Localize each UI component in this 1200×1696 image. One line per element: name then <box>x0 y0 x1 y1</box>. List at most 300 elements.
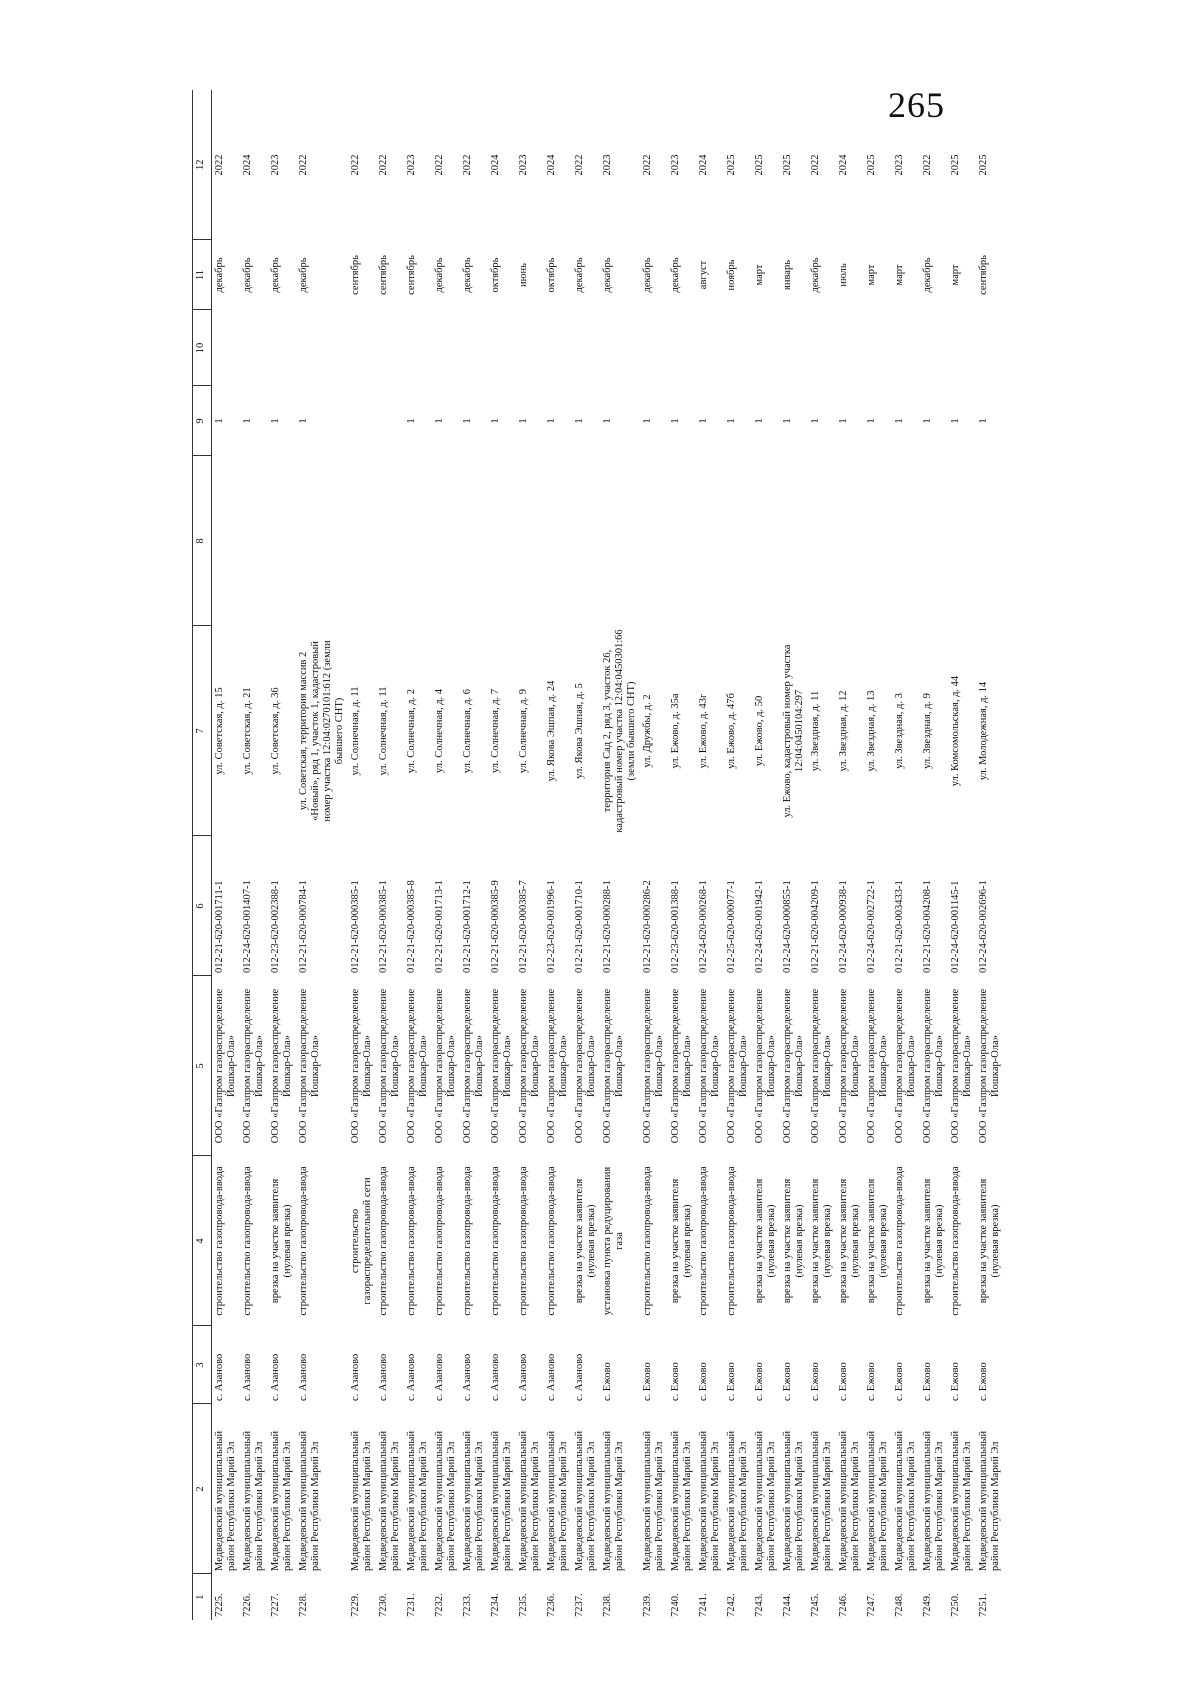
col8-cell <box>724 456 752 626</box>
request-id-cell: 012-24-620-001407-1 <box>242 880 253 973</box>
col10-cell <box>752 310 780 386</box>
district-cell: Медведевский муниципальный район Республики Марий Эл <box>378 1430 401 1571</box>
col10-cell <box>780 310 808 386</box>
owner-cell: ООО «Газпром газораспределение Йошкар-Ола» <box>406 988 429 1144</box>
year-cell: 2022 <box>642 154 653 176</box>
year-cell: 2022 <box>298 154 309 176</box>
year-cell: 2025 <box>726 154 737 176</box>
district-cell: Медведевский муниципальный район Республики Марий Эл <box>242 1430 265 1571</box>
district-cell: Медведевский муниципальный район Республики Марий Эл <box>214 1430 237 1571</box>
settlement-cell: с. Ежово <box>726 1362 737 1401</box>
settlement-cell: с. Ежово <box>894 1362 905 1401</box>
row-number: 7238. <box>602 1593 613 1617</box>
table-row <box>404 90 432 1620</box>
settlement-cell: с. Азаново <box>298 1353 309 1401</box>
owner-cell: ООО «Газпром газораспределение Йошкар-Ола» <box>270 988 293 1144</box>
request-id-cell: 012-23-620-001388-1 <box>670 880 681 973</box>
quantity-cell: 1 <box>866 418 877 424</box>
table-row <box>376 90 404 1620</box>
table-row <box>460 90 488 1620</box>
table-row <box>572 90 600 1620</box>
address-cell: ул. Звездная, д. 13 <box>866 690 877 772</box>
year-cell: 2024 <box>838 154 849 176</box>
table-row <box>432 90 460 1620</box>
settlement-cell: с. Азаново <box>462 1353 473 1401</box>
row-number: 7239. <box>642 1593 653 1617</box>
settlement-cell: с. Ежово <box>602 1362 613 1401</box>
owner-cell: ООО «Газпром газораспределение Йошкар-Ола» <box>838 988 861 1144</box>
quantity-cell: 1 <box>490 418 501 424</box>
col10-cell <box>696 310 724 386</box>
table-row <box>808 90 836 1620</box>
request-id-cell: 012-21-620-000784-1 <box>298 880 309 973</box>
gasification-table <box>192 90 1004 1620</box>
settlement-cell: с. Ежово <box>810 1362 821 1401</box>
owner-cell: ООО «Газпром газораспределение Йошкар-Ола» <box>922 988 945 1144</box>
year-cell: 2024 <box>242 154 253 176</box>
col10-cell <box>240 310 268 386</box>
work-type-cell: врезка на участке заявителя (нулевая врезка) <box>810 1178 833 1304</box>
table-row <box>516 90 544 1620</box>
month-cell: июнь <box>518 263 529 287</box>
year-cell: 2024 <box>490 154 501 176</box>
district-cell: Медведевский муниципальный район Республики Марий Эл <box>574 1430 597 1571</box>
work-type-cell: врезка на участке заявителя (нулевая врезка) <box>670 1178 693 1304</box>
year-cell: 2022 <box>378 154 389 176</box>
row-number: 7236. <box>546 1593 557 1617</box>
quantity-cell: 1 <box>462 418 473 424</box>
column-header: 1 <box>193 1574 212 1620</box>
year-cell: 2022 <box>434 154 445 176</box>
address-cell: ул. Советская, территория массив 2 «Новый», ряд 1, участок 1, кадастровый номер участка 12:04:0270101:612 (земли бывшего СНТ) <box>298 640 345 822</box>
district-cell: Медведевский муниципальный район Республики Марий Эл <box>406 1430 429 1571</box>
quantity-cell: 1 <box>642 418 653 424</box>
request-id-cell: 012-21-620-001711-1 <box>214 880 225 973</box>
settlement-cell: с. Ежово <box>922 1362 933 1401</box>
work-type-cell: установка пункта редуцирования газа <box>602 1166 625 1316</box>
work-type-cell: врезка на участке заявителя (нулевая врезка) <box>922 1178 945 1304</box>
row-number: 7231. <box>406 1593 417 1617</box>
owner-cell: ООО «Газпром газораспределение Йошкар-Ола» <box>810 988 833 1144</box>
address-cell: ул. Якова Эшпая, д. 5 <box>574 683 585 779</box>
work-type-cell: строительство газопровода-ввода <box>378 1166 389 1316</box>
row-number: 7249. <box>922 1593 933 1617</box>
row-number: 7241. <box>698 1593 709 1617</box>
address-cell: ул. Звездная, д. 12 <box>838 690 849 772</box>
col10-cell <box>488 310 516 386</box>
quantity-cell <box>348 386 376 456</box>
settlement-cell: с. Азаново <box>242 1353 253 1401</box>
col10-cell <box>864 310 892 386</box>
address-cell: ул. Солнечная, д. 9 <box>518 688 529 774</box>
row-number: 7228. <box>298 1593 309 1617</box>
settlement-cell: с. Ежово <box>670 1362 681 1401</box>
address-cell: ул. Ежово, д. 43г <box>698 693 709 769</box>
settlement-cell: с. Азаново <box>350 1353 361 1401</box>
address-cell: ул. Солнечная, д. 7 <box>490 688 501 774</box>
col8-cell <box>488 456 516 626</box>
address-cell: ул. Звездная, д. 3 <box>894 693 905 769</box>
settlement-cell: с. Ежово <box>950 1362 961 1401</box>
row-number: 7243. <box>754 1593 765 1617</box>
col8-cell <box>572 456 600 626</box>
owner-cell: ООО «Газпром газораспределение Йошкар-Ола» <box>462 988 485 1144</box>
settlement-cell: с. Азаново <box>406 1353 417 1401</box>
request-id-cell: 012-21-620-000385-8 <box>406 880 417 973</box>
district-cell: Медведевский муниципальный район Республики Марий Эл <box>270 1430 293 1571</box>
col8-cell <box>460 456 488 626</box>
col8-cell <box>752 456 780 626</box>
quantity-cell: 1 <box>574 418 585 424</box>
settlement-cell: с. Азаново <box>574 1353 585 1401</box>
settlement-cell: с. Ежово <box>642 1362 653 1401</box>
table-row <box>240 90 268 1620</box>
column-header: 2 <box>193 1404 212 1574</box>
request-id-cell: 012-21-620-003433-1 <box>894 880 905 973</box>
settlement-cell: с. Азаново <box>546 1353 557 1401</box>
owner-cell: ООО «Газпром газораспределение Йошкар-Ола» <box>894 988 917 1144</box>
quantity-cell: 1 <box>810 418 821 424</box>
year-cell: 2023 <box>670 154 681 176</box>
owner-cell: ООО «Газпром газораспределение Йошкар-Ола» <box>754 988 777 1144</box>
work-type-cell: врезка на участке заявителя (нулевая врезка) <box>754 1178 777 1304</box>
quantity-cell: 1 <box>602 418 613 424</box>
table-row <box>268 90 296 1620</box>
table-row <box>724 90 752 1620</box>
address-cell: ул. Ежово, д. 47б <box>726 693 737 769</box>
row-number: 7242. <box>726 1593 737 1617</box>
row-number: 7232. <box>434 1593 445 1617</box>
row-number: 7229. <box>350 1593 361 1617</box>
request-id-cell: 012-21-620-000385-9 <box>490 880 501 973</box>
request-id-cell: 012-24-620-000268-1 <box>698 880 709 973</box>
col8-cell <box>544 456 572 626</box>
row-number: 7247. <box>866 1593 877 1617</box>
month-cell: сентябрь <box>978 255 989 295</box>
col10-cell <box>212 310 241 386</box>
district-cell: Медведевский муниципальный район Республики Марий Эл <box>922 1430 945 1571</box>
table-header <box>193 90 212 1620</box>
request-id-cell: 012-21-620-001712-1 <box>462 880 473 973</box>
request-id-cell: 012-21-620-000385-1 <box>378 880 389 973</box>
col8-cell <box>296 456 348 626</box>
col8-cell <box>516 456 544 626</box>
quantity-cell: 1 <box>894 418 905 424</box>
month-cell: декабрь <box>670 257 681 293</box>
quantity-cell: 1 <box>546 418 557 424</box>
request-id-cell: 012-24-620-001942-1 <box>754 880 765 973</box>
request-id-cell: 012-21-620-000385-1 <box>350 880 361 973</box>
settlement-cell: с. Ежово <box>754 1362 765 1401</box>
year-cell: 2023 <box>518 154 529 176</box>
month-cell: декабрь <box>810 257 821 293</box>
quantity-cell: 1 <box>754 418 765 424</box>
table-row <box>668 90 696 1620</box>
col8-cell <box>212 456 241 626</box>
year-cell: 2023 <box>406 154 417 176</box>
table-row <box>296 90 348 1620</box>
year-cell: 2023 <box>270 154 281 176</box>
row-number: 7244. <box>782 1593 793 1617</box>
year-cell: 2025 <box>978 154 989 176</box>
quantity-cell: 1 <box>922 418 933 424</box>
month-cell: декабрь <box>642 257 653 293</box>
table-row <box>864 90 892 1620</box>
col10-cell <box>516 310 544 386</box>
district-cell: Медведевский муниципальный район Республики Марий Эл <box>950 1430 973 1571</box>
request-id-cell: 012-21-620-001710-1 <box>574 880 585 973</box>
month-cell: декабрь <box>462 257 473 293</box>
col10-cell <box>432 310 460 386</box>
col10-cell <box>404 310 432 386</box>
col8-cell <box>240 456 268 626</box>
quantity-cell: 1 <box>978 418 989 424</box>
request-id-cell: 012-24-620-002722-1 <box>866 880 877 973</box>
address-cell: ул. Солнечная, д. 6 <box>462 688 473 774</box>
table-row <box>212 90 241 1620</box>
column-header: 8 <box>193 456 212 626</box>
address-cell: территория Сад 2, ряд 3, участок 26, кадастровый номер участка 12:04:0450301:66 (земли бывшего СНТ) <box>602 629 637 833</box>
row-number: 7245. <box>810 1593 821 1617</box>
column-header: 4 <box>193 1156 212 1326</box>
district-cell: Медведевский муниципальный район Республики Марий Эл <box>434 1430 457 1571</box>
row-number: 7226. <box>242 1593 253 1617</box>
col8-cell <box>976 456 1004 626</box>
col10-cell <box>948 310 976 386</box>
rotated-table-container <box>192 90 1001 1620</box>
year-cell: 2023 <box>894 154 905 176</box>
owner-cell: ООО «Газпром газораспределение Йошкар-Ола» <box>670 988 693 1144</box>
quantity-cell: 1 <box>270 418 281 424</box>
col8-cell <box>348 456 376 626</box>
column-header: 6 <box>193 836 212 976</box>
work-type-cell: строительство газопровода-ввода <box>490 1166 501 1316</box>
work-type-cell: врезка на участке заявителя (нулевая врезка) <box>270 1178 293 1304</box>
col8-cell <box>920 456 948 626</box>
district-cell: Медведевский муниципальный район Республики Марий Эл <box>546 1430 569 1571</box>
work-type-cell: строительство газопровода-ввода <box>546 1166 557 1316</box>
owner-cell: ООО «Газпром газораспределение Йошкар-Ола» <box>574 988 597 1144</box>
month-cell: сентябрь <box>406 255 417 295</box>
month-cell: март <box>894 264 905 286</box>
settlement-cell: с. Азаново <box>518 1353 529 1401</box>
table-row <box>640 90 668 1620</box>
table-row <box>348 90 376 1620</box>
address-cell: ул. Комсомольская, д. 44 <box>950 675 961 787</box>
district-cell: Медведевский муниципальный район Республики Марий Эл <box>726 1430 749 1571</box>
month-cell: сентябрь <box>378 255 389 295</box>
owner-cell: ООО «Газпром газораспределение Йошкар-Ола» <box>602 988 625 1144</box>
month-cell: декабрь <box>242 257 253 293</box>
request-id-cell: 012-24-620-001145-1 <box>950 880 961 973</box>
page-number: 265 <box>888 85 945 125</box>
month-cell: октябрь <box>490 257 501 293</box>
work-type-cell: строительство газопровода-ввода <box>894 1166 905 1316</box>
district-cell: Медведевский муниципальный район Республики Марий Эл <box>350 1430 373 1571</box>
col10-cell <box>296 310 348 386</box>
request-id-cell: 012-21-620-000286-2 <box>642 880 653 973</box>
district-cell: Медведевский муниципальный район Республики Марий Эл <box>602 1430 625 1571</box>
year-cell: 2022 <box>574 154 585 176</box>
column-header: 5 <box>193 976 212 1156</box>
month-cell: январь <box>782 260 793 290</box>
year-cell: 2025 <box>754 154 765 176</box>
month-cell: декабрь <box>298 257 309 293</box>
table-body <box>212 90 1005 1620</box>
month-cell: декабрь <box>434 257 445 293</box>
column-header: 3 <box>193 1326 212 1404</box>
month-cell: март <box>866 264 877 286</box>
column-header: 11 <box>193 240 212 310</box>
month-cell: декабрь <box>270 257 281 293</box>
owner-cell: ООО «Газпром газораспределение Йошкар-Ола» <box>434 988 457 1144</box>
address-cell: ул. Звездная, д. 9 <box>922 693 933 769</box>
column-header: 9 <box>193 386 212 456</box>
address-cell: ул. Солнечная, д. 11 <box>350 686 361 776</box>
request-id-cell: 012-24-620-000855-1 <box>782 880 793 973</box>
work-type-cell: строительство газопровода-ввода <box>214 1166 225 1316</box>
owner-cell: ООО «Газпром газораспределение Йошкар-Ола» <box>214 988 237 1144</box>
table-row <box>892 90 920 1620</box>
quantity-cell: 1 <box>214 418 225 424</box>
request-id-cell: 012-24-620-002696-1 <box>978 880 989 973</box>
owner-cell: ООО «Газпром газораспределение Йошкар-Ола» <box>642 988 665 1144</box>
request-id-cell: 012-21-620-004208-1 <box>922 880 933 973</box>
owner-cell: ООО «Газпром газораспределение Йошкар-Ола» <box>726 988 749 1144</box>
row-number: 7248. <box>894 1593 905 1617</box>
table-row <box>920 90 948 1620</box>
col10-cell <box>640 310 668 386</box>
month-cell: март <box>950 264 961 286</box>
col8-cell <box>948 456 976 626</box>
col10-cell <box>976 310 1004 386</box>
work-type-cell: врезка на участке заявителя (нулевая врезка) <box>838 1178 861 1304</box>
work-type-cell: строительство газопровода-ввода <box>242 1166 253 1316</box>
col8-cell <box>864 456 892 626</box>
work-type-cell: врезка на участке заявителя (нулевая врезка) <box>866 1178 889 1304</box>
owner-cell: ООО «Газпром газораспределение Йошкар-Ола» <box>698 988 721 1144</box>
year-cell: 2022 <box>350 154 361 176</box>
row-number: 7237. <box>574 1593 585 1617</box>
district-cell: Медведевский муниципальный район Республики Марий Эл <box>698 1430 721 1571</box>
col8-cell <box>668 456 696 626</box>
year-cell: 2023 <box>602 154 613 176</box>
year-cell: 2024 <box>698 154 709 176</box>
quantity-cell <box>376 386 404 456</box>
year-cell: 2025 <box>950 154 961 176</box>
work-type-cell: строительство газопровода-ввода <box>726 1166 737 1316</box>
quantity-cell: 1 <box>406 418 417 424</box>
owner-cell: ООО «Газпром газораспределение Йошкар-Ола» <box>546 988 569 1144</box>
row-number: 7234. <box>490 1593 501 1617</box>
month-cell: сентябрь <box>350 255 361 295</box>
district-cell: Медведевский муниципальный район Республики Марий Эл <box>518 1430 541 1571</box>
month-cell: октябрь <box>546 257 557 293</box>
col10-cell <box>808 310 836 386</box>
district-cell: Медведевский муниципальный район Республики Марий Эл <box>894 1430 917 1571</box>
settlement-cell: с. Азаново <box>378 1353 389 1401</box>
work-type-cell: строительство газопровода-ввода <box>698 1166 709 1316</box>
table-row <box>488 90 516 1620</box>
col8-cell <box>268 456 296 626</box>
work-type-cell: строительство газопровода-ввода <box>434 1166 445 1316</box>
year-cell: 2024 <box>546 154 557 176</box>
table-row <box>948 90 976 1620</box>
quantity-cell: 1 <box>242 418 253 424</box>
district-cell: Медведевский муниципальный район Республики Марий Эл <box>838 1430 861 1571</box>
work-type-cell: строительство газопровода-ввода <box>518 1166 529 1316</box>
col10-cell <box>600 310 640 386</box>
year-cell: 2025 <box>782 154 793 176</box>
settlement-cell: с. Ежово <box>698 1362 709 1401</box>
quantity-cell: 1 <box>726 418 737 424</box>
address-cell: ул. Молодежная, д. 14 <box>978 681 989 781</box>
col10-cell <box>348 310 376 386</box>
work-type-cell: врезка на участке заявителя (нулевая врезка) <box>978 1178 1001 1304</box>
owner-cell: ООО «Газпром газораспределение Йошкар-Ола» <box>950 988 973 1144</box>
address-cell: ул. Солнечная, д. 11 <box>378 686 389 776</box>
year-cell: 2022 <box>810 154 821 176</box>
col8-cell <box>640 456 668 626</box>
district-cell: Медведевский муниципальный район Республики Марий Эл <box>298 1430 321 1571</box>
quantity-cell: 1 <box>298 418 309 424</box>
col8-cell <box>600 456 640 626</box>
owner-cell: ООО «Газпром газораспределение Йошкар-Ола» <box>978 988 1001 1144</box>
col10-cell <box>572 310 600 386</box>
district-cell: Медведевский муниципальный район Республики Марий Эл <box>462 1430 485 1571</box>
owner-cell: ООО «Газпром газораспределение Йошкар-Ола» <box>378 988 401 1144</box>
quantity-cell: 1 <box>670 418 681 424</box>
work-type-cell: строительство газораспределительной сети <box>350 1177 373 1305</box>
settlement-cell: с. Азаново <box>214 1353 225 1401</box>
address-cell: ул. Дружбы, д. 2 <box>642 694 653 768</box>
row-number: 7233. <box>462 1593 473 1617</box>
col10-cell <box>460 310 488 386</box>
col10-cell <box>920 310 948 386</box>
request-id-cell: 012-21-620-001713-1 <box>434 880 445 973</box>
address-cell: ул. Советская, д. 15 <box>214 687 225 775</box>
col8-cell <box>432 456 460 626</box>
request-id-cell: 012-21-620-004209-1 <box>810 880 821 973</box>
month-cell: декабрь <box>602 257 613 293</box>
quantity-cell: 1 <box>434 418 445 424</box>
owner-cell: ООО «Газпром газораспределение Йошкар-Ола» <box>518 988 541 1144</box>
column-header: 12 <box>193 90 212 240</box>
work-type-cell: строительство газопровода-ввода <box>298 1166 309 1316</box>
request-id-cell: 012-24-620-000938-1 <box>838 880 849 973</box>
settlement-cell: с. Азаново <box>434 1353 445 1401</box>
table-row <box>600 90 640 1620</box>
owner-cell: ООО «Газпром газораспределение Йошкар-Ола» <box>350 988 373 1144</box>
column-header: 10 <box>193 310 212 386</box>
district-cell: Медведевский муниципальный район Республики Марий Эл <box>490 1430 513 1571</box>
request-id-cell: 012-23-620-002388-1 <box>270 880 281 973</box>
address-cell: ул. Якова Эшпая, д. 24 <box>546 680 557 782</box>
row-number: 7251. <box>978 1593 989 1617</box>
year-cell: 2022 <box>462 154 473 176</box>
request-id-cell: 012-25-620-000077-1 <box>726 880 737 973</box>
address-cell: ул. Ежово, д. 35а <box>670 693 681 769</box>
month-cell: июль <box>838 263 849 287</box>
table-row <box>544 90 572 1620</box>
table-row <box>752 90 780 1620</box>
owner-cell: ООО «Газпром газораспределение Йошкар-Ола» <box>298 988 321 1144</box>
address-cell: ул. Звездная, д. 11 <box>810 690 821 772</box>
district-cell: Медведевский муниципальный район Республики Марий Эл <box>754 1430 777 1571</box>
quantity-cell: 1 <box>782 418 793 424</box>
address-cell: ул. Советская, д. 21 <box>242 687 253 775</box>
work-type-cell: строительство газопровода-ввода <box>950 1166 961 1316</box>
